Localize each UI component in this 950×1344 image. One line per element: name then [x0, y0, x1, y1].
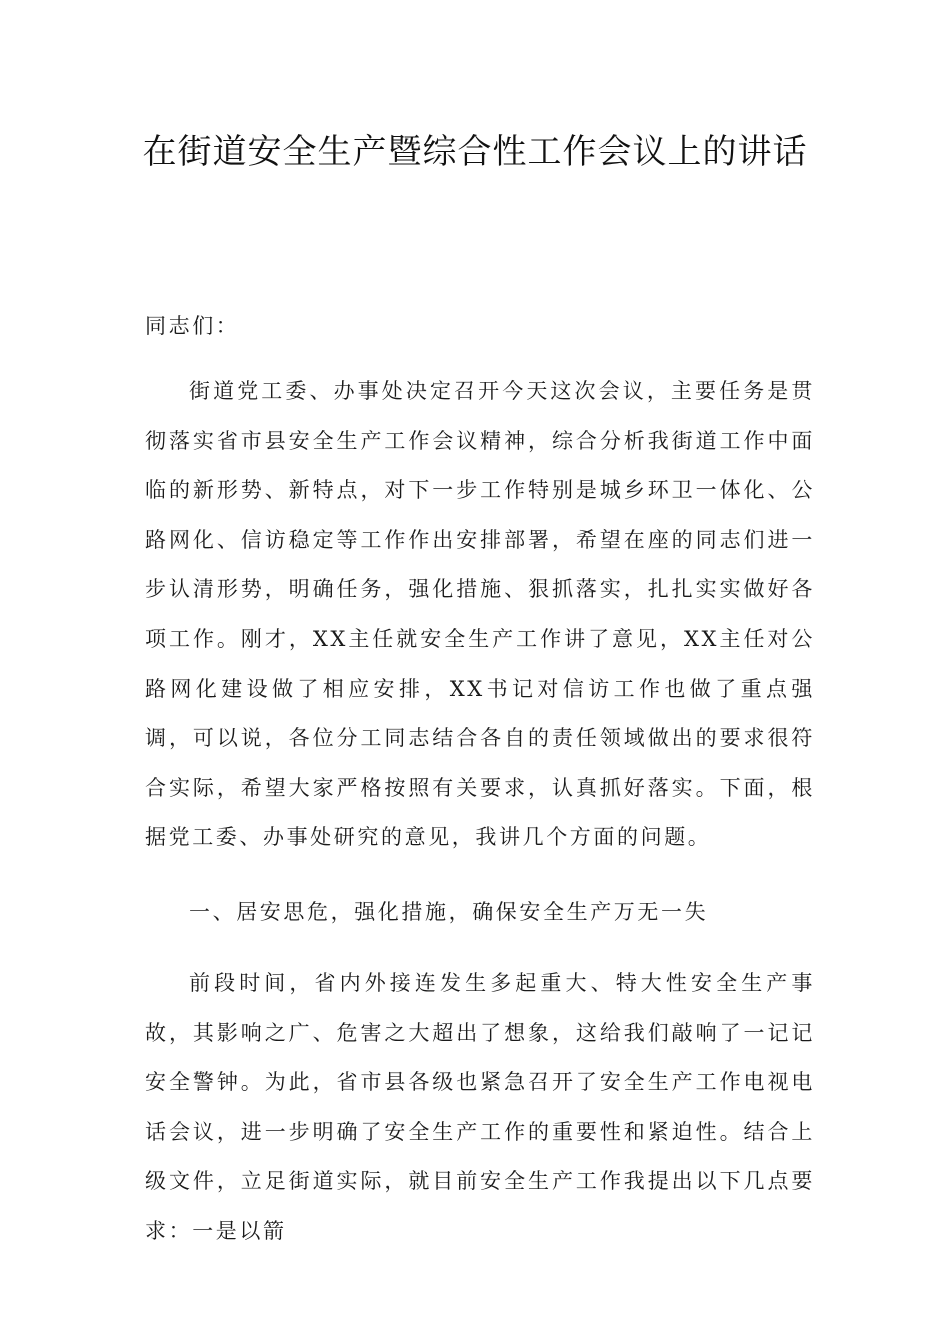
body-paragraph-section-one: 前段时间，省内外接连发生多起重大、特大性安全生产事故，其影响之广、危害之大超出了想象，这给我们敲响了一记记安全警钟。为此，省市县各级也紧急召开了安全生产工作电视电话会议，进一步明确了安全生产工作的重要性和紧迫性。结合上级文件，立足街道实际，就目前安全生产工作我提出以下几点要求：一是以箭 — [145, 971, 815, 1243]
document-title: 在街道安全生产暨综合性工作会议上的讲话 — [142, 132, 808, 172]
salutation: 同志们： — [145, 314, 240, 338]
section-heading: 一、居安思危，强化措施，确保安全生产万无一失 — [189, 900, 709, 924]
body-paragraph-opening: 街道党工委、办事处决定召开今天这次会议，主要任务是贯彻落实省市县安全生产工作会议精神，综合分析我街道工作中面临的新形势、新特点，对下一步工作特别是城乡环卫一体化、公路网化、信访稳定等工作作出安排部署，希望在座的同志们进一步认清形势，明确任务，强化措施、狠抓落实，扎扎实实做好各项工作。刚才，XX主任就安全生产工作讲了意见，XX主任对公路网化建设做了相应安排，XX书记对信访工作也做了重点强调，可以说，各位分工同志结合各自的责任领域做出的要求很符合实际，希望大家严格按照有关要求，认真抓好落实。下面，根据党工委、办事处研究的意见，我讲几个方面的问题。 — [145, 379, 815, 850]
